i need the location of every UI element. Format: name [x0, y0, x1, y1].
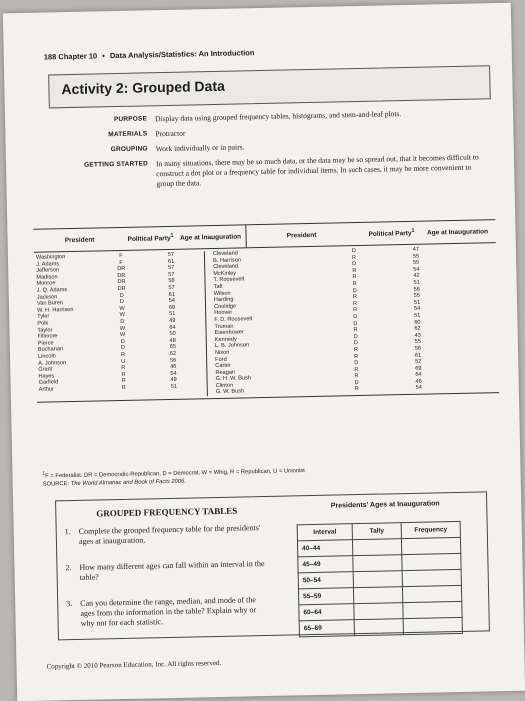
inauguration-age: 61: [414, 352, 422, 359]
party-code: R: [353, 307, 358, 314]
inauguration-age: 52: [415, 358, 422, 365]
inauguration-age: 55: [412, 259, 420, 267]
party-code: R: [352, 267, 357, 274]
frequency-cell[interactable]: [402, 553, 461, 570]
party-code: DR: [117, 279, 126, 286]
party-code: R: [121, 384, 126, 391]
inauguration-age: 65: [169, 344, 177, 351]
worksheet-page: [3, 3, 525, 701]
president-name: Washington: [35, 254, 66, 261]
question-number: 2.: [65, 563, 72, 573]
party-code: D: [119, 292, 124, 299]
grouped-frequency-title: GROUPED FREQUENCY TABLES: [96, 505, 238, 519]
party-code: R: [354, 373, 359, 380]
inauguration-age: 54: [170, 370, 177, 377]
chapter-label: Chapter 10: [58, 51, 98, 62]
frequency-header: Frequency: [401, 521, 460, 538]
president-name: F. D. Roosevelt: [214, 316, 253, 323]
party-code: D: [353, 340, 358, 347]
tally-header: Tally: [352, 523, 401, 540]
inauguration-age: 56: [414, 345, 422, 352]
president-name: Grant: [38, 366, 53, 373]
party-code: R: [354, 353, 359, 360]
inauguration-age: 55: [413, 292, 421, 300]
inauguration-age: 43: [414, 332, 421, 339]
president-name: G. H. W. Bush: [215, 375, 252, 383]
names-right: [205, 249, 326, 397]
party-code: F: [119, 259, 123, 266]
party-code: R: [354, 366, 359, 373]
party-code: R: [352, 281, 357, 288]
president-name: Buchanan: [37, 346, 64, 354]
page-header: [44, 48, 255, 61]
party-code: R: [121, 365, 126, 372]
inauguration-age: 49: [169, 317, 176, 324]
tally-cell[interactable]: [353, 571, 402, 588]
inauguration-age: 51: [170, 383, 177, 390]
grouped-frequency-box: [55, 491, 490, 640]
inauguration-age: 49: [170, 377, 177, 384]
question-2: [65, 559, 265, 583]
inauguration-age: 60: [414, 319, 421, 326]
inauguration-age: 46: [170, 363, 177, 371]
inauguration-age: 52: [169, 350, 177, 357]
getting-started-row: [50, 152, 491, 191]
purpose-text: Display data using grouped frequency tables, histograms, and stem-and-leaf plots.: [154, 109, 402, 124]
frequency-table-title: Presidents' Ages at Inauguration: [330, 500, 440, 510]
party-code: D: [353, 320, 358, 327]
source-label: SOURCE:: [42, 481, 70, 488]
frequency-row: [299, 617, 462, 636]
party-code: D: [120, 338, 125, 345]
party-code: R: [352, 300, 358, 307]
president-name: Pierce: [37, 340, 54, 347]
inauguration-age: 56: [413, 286, 420, 293]
table-body: [34, 243, 499, 402]
tally-cell[interactable]: [353, 587, 402, 604]
president-name: Truman: [214, 323, 234, 330]
president-name: A. Johnson: [38, 359, 67, 367]
inauguration-age: 57: [168, 265, 175, 272]
inauguration-age: 46: [415, 378, 422, 385]
interval-cell: 50–54: [298, 572, 353, 589]
president-name: Madison: [36, 274, 58, 281]
question-number: 1.: [64, 527, 71, 537]
president-name: Cleveland: [212, 250, 238, 258]
party-code: D: [353, 333, 358, 340]
inauguration-age: 57: [168, 284, 175, 291]
tally-cell[interactable]: [352, 539, 401, 556]
inauguration-age: 54: [415, 385, 422, 392]
chapter-title: Data Analysis/Statistics: An Introduction: [109, 48, 255, 61]
president-name: Tyler: [37, 313, 50, 321]
inauguration-age: 50: [169, 330, 176, 338]
party-code: DR: [117, 266, 126, 273]
question-number: 3.: [66, 599, 73, 609]
party-code: D: [120, 345, 125, 352]
frequency-cell[interactable]: [402, 585, 461, 602]
president-name: Kennedy: [214, 336, 237, 343]
party-code: D: [120, 318, 125, 325]
inauguration-age: 58: [168, 278, 175, 285]
interval-cell: 60–64: [299, 604, 354, 621]
president-name: Harding: [213, 296, 234, 304]
page-number: 188: [43, 52, 57, 62]
party-code: R: [121, 378, 126, 385]
party-code: W: [119, 312, 125, 319]
president-name: Hayes: [38, 373, 55, 380]
party-code: F: [119, 252, 123, 260]
tally-cell[interactable]: [354, 619, 403, 636]
presidents-table: [33, 219, 499, 403]
party-code: U: [121, 358, 126, 365]
president-name: Van Buren: [36, 300, 64, 307]
inauguration-age: 62: [414, 325, 421, 332]
party-code: R: [353, 327, 358, 334]
president-name: Fillmore: [37, 333, 58, 340]
inauguration-age: 55: [414, 339, 421, 346]
header-party-right: [356, 228, 426, 239]
president-name: W. H. Harrison: [37, 306, 74, 314]
ages-left: [138, 251, 207, 397]
inauguration-age: 61: [167, 258, 175, 265]
president-name: Clinton: [215, 382, 234, 389]
party-code: R: [121, 371, 126, 378]
purpose-label: PURPOSE: [113, 115, 148, 124]
inauguration-age: 56: [169, 357, 177, 364]
inauguration-age: 55: [412, 253, 420, 260]
inauguration-age: 51: [169, 311, 176, 318]
president-name: Garfield: [38, 379, 59, 387]
frequency-table: [297, 521, 463, 637]
inauguration-age: 54: [413, 266, 420, 273]
interval-cell: 40–44: [297, 540, 352, 557]
question-text: Can you determine the range, median, and mode of the ages from the information in the table? Explain why or why not for each statistic.: [80, 595, 257, 628]
inauguration-age: 48: [169, 337, 176, 344]
party-code: D: [119, 299, 125, 306]
president-name: Nixon: [214, 349, 230, 356]
inauguration-age: 51: [413, 279, 420, 286]
getting-started-text: In many situations, there may be so much data, or the data may be so spread out, that it becomes difficult to construct a dot plot or a frequency table for individual items. In such cases, it may be more convenient to group the data.: [155, 152, 479, 189]
frequency-cell[interactable]: [403, 617, 462, 634]
president-name: Arthur: [38, 386, 55, 393]
inauguration-age: 57: [168, 271, 175, 278]
president-name: Taft: [213, 283, 223, 291]
party-footnote-mark-right: 1: [411, 228, 415, 235]
parties-right: [323, 247, 388, 393]
inauguration-age: 64: [169, 324, 176, 331]
header-party-left-text: Political Party: [127, 235, 171, 244]
president-name: T. Roosevelt: [213, 276, 245, 284]
president-name: B. Harrison: [213, 257, 242, 264]
grouping-text: Work individually or in pairs.: [155, 142, 245, 154]
table-footnote: [42, 465, 305, 488]
party-code: R: [353, 346, 359, 354]
party-code: D: [352, 287, 357, 294]
party-code: R: [120, 351, 126, 358]
getting-started-label: GETTING STARTED: [84, 160, 149, 169]
header-party-right-text: Political Party: [368, 230, 412, 239]
ages-right: [385, 246, 450, 392]
president-name: Cleveland: [213, 263, 239, 271]
bullet-separator: •: [102, 51, 105, 61]
copyright-line: Copyright © 2010 Pearson Education, Inc. All rights reserved.: [46, 658, 222, 671]
president-name: Hoover: [214, 310, 233, 317]
header-age-left: Age at Inauguration: [179, 232, 242, 242]
tally-cell[interactable]: [354, 603, 403, 620]
activity-title-box: [48, 65, 491, 108]
inauguration-age: 61: [168, 291, 175, 298]
parties-left: [104, 253, 141, 399]
names-left: [34, 253, 107, 399]
party-code: DR: [117, 272, 126, 279]
party-code: D: [352, 261, 357, 268]
header-president-left: President: [64, 236, 95, 244]
interval-cell: 65–69: [299, 620, 354, 637]
president-name: Reagan: [215, 369, 236, 376]
president-name: Polk: [37, 320, 49, 327]
party-footnote-mark-left: 1: [170, 233, 174, 240]
president-name: J. Q. Adams: [36, 287, 68, 294]
inauguration-age: 57: [167, 251, 175, 258]
party-code: R: [352, 274, 357, 281]
source-text: The World Almanac and Book of Facts 2006.: [70, 478, 186, 487]
frequency-body: [297, 537, 462, 636]
party-code: DR: [117, 285, 126, 293]
inauguration-age: 54: [168, 298, 176, 305]
president-name: Monroe: [36, 280, 56, 288]
materials-label: MATERIALS: [108, 130, 148, 139]
party-code: D: [351, 248, 356, 255]
president-name: Lincoln: [37, 353, 56, 360]
question-3: [66, 595, 267, 629]
legend-mark: 1: [42, 471, 46, 477]
party-code: R: [354, 386, 359, 393]
header-president-right: President: [286, 231, 317, 239]
party-code: R: [351, 254, 357, 261]
president-name: G. W. Bush: [215, 388, 245, 396]
inauguration-age: 69: [415, 365, 422, 372]
inauguration-age: 42: [413, 273, 420, 280]
materials-text: Protractor: [155, 128, 186, 139]
president-name: Taylor: [37, 326, 53, 334]
party-code: D: [354, 379, 359, 386]
interval-cell: 55–59: [298, 588, 353, 605]
president-name: L. B. Johnson: [214, 342, 250, 350]
frequency-cell[interactable]: [402, 569, 461, 586]
interval-cell: 45–49: [298, 556, 353, 573]
grouping-label: GROUPING: [110, 145, 148, 154]
party-code: R: [352, 294, 357, 301]
inauguration-age: 51: [414, 312, 421, 319]
president-name: Eisenhower: [214, 329, 244, 337]
inauguration-age: 51: [413, 299, 421, 306]
header-age-right: Age at Inauguration: [426, 227, 489, 237]
party-code: W: [119, 305, 125, 312]
question-text: How many different ages can fall within an interval in the table?: [79, 559, 265, 582]
party-code: D: [354, 360, 359, 367]
inauguration-age: 68: [168, 304, 176, 311]
frequency-cell[interactable]: [403, 601, 462, 618]
question-text: Complete the grouped frequency table for the presidents' ages at inauguration.: [78, 523, 261, 546]
president-name: McKinley: [213, 270, 237, 277]
inauguration-age: 64: [415, 371, 422, 379]
interval-header: Interval: [297, 524, 352, 541]
inauguration-age: 54: [413, 306, 421, 313]
header-party-left: [126, 233, 176, 243]
frequency-cell[interactable]: [401, 537, 460, 554]
activity-meta: [49, 107, 491, 196]
inauguration-age: 47: [412, 246, 420, 253]
president-name: Jackson: [36, 293, 58, 301]
president-name: Coolidge: [213, 303, 237, 310]
president-name: Ford: [215, 356, 227, 363]
legend-text: F = Federalist, DR = Democratic-Republican, D = Democrat, W = Whig, R = Republican, U = Unionist: [45, 468, 305, 480]
party-code: W: [119, 325, 126, 332]
question-1: [65, 523, 265, 547]
president-name: Wilson: [213, 290, 231, 297]
president-name: J. Adams: [36, 260, 60, 268]
party-code: W: [119, 332, 126, 339]
tally-cell[interactable]: [353, 555, 402, 572]
party-code: D: [353, 313, 358, 321]
president-name: Carter: [215, 362, 231, 370]
activity-title: Activity 2: Grouped Data: [61, 77, 225, 98]
president-name: Jefferson: [36, 267, 60, 274]
